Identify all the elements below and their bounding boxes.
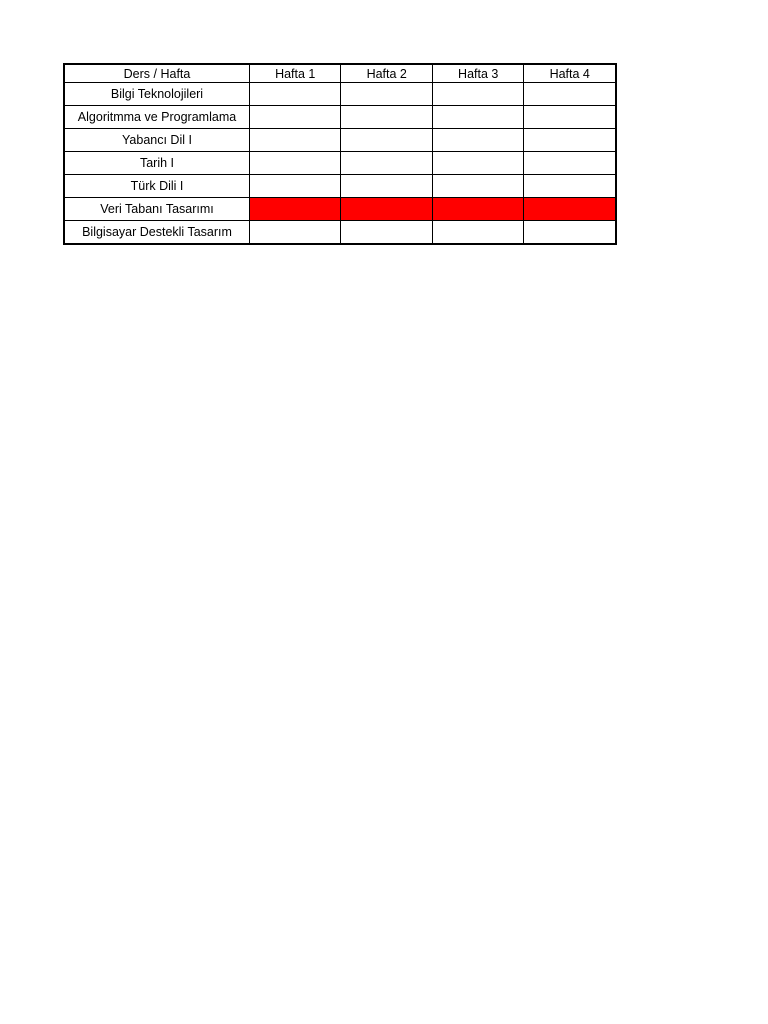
week-cell[interactable] [341, 221, 432, 244]
course-name-cell[interactable]: Algoritmma ve Programlama [65, 106, 250, 129]
table-row [65, 152, 616, 175]
header-week-2[interactable]: Hafta 2 [341, 65, 432, 83]
header-corner-cell[interactable]: Ders / Hafta [65, 65, 250, 83]
week-cell[interactable] [341, 106, 432, 129]
week-cell[interactable] [524, 221, 616, 244]
week-cell[interactable] [341, 129, 432, 152]
week-cell[interactable] [432, 221, 523, 244]
week-cell[interactable] [250, 83, 341, 106]
table-row [65, 106, 616, 129]
week-cell[interactable] [341, 175, 432, 198]
course-name-cell[interactable]: Yabancı Dil I [65, 129, 250, 152]
week-cell[interactable] [524, 129, 616, 152]
week-cell-highlighted[interactable] [250, 198, 341, 221]
course-name-cell[interactable]: Veri Tabanı Tasarımı [65, 198, 250, 221]
course-name-cell[interactable]: Bilgi Teknolojileri [65, 83, 250, 106]
week-cell-highlighted[interactable] [524, 198, 616, 221]
schedule-table [64, 64, 616, 244]
week-cell[interactable] [432, 175, 523, 198]
course-name-cell[interactable]: Bilgisayar Destekli Tasarım [65, 221, 250, 244]
table-row [65, 129, 616, 152]
week-cell[interactable] [250, 106, 341, 129]
week-cell-highlighted[interactable] [341, 198, 432, 221]
week-cell[interactable] [341, 152, 432, 175]
week-cell[interactable] [250, 175, 341, 198]
week-cell[interactable] [250, 221, 341, 244]
week-cell[interactable] [432, 129, 523, 152]
course-name-cell[interactable]: Tarih I [65, 152, 250, 175]
table-row [65, 221, 616, 244]
table-row [65, 198, 616, 221]
week-cell-highlighted[interactable] [432, 198, 523, 221]
header-week-3[interactable]: Hafta 3 [432, 65, 523, 83]
table-row [65, 175, 616, 198]
week-cell[interactable] [250, 129, 341, 152]
week-cell[interactable] [432, 83, 523, 106]
header-week-4[interactable]: Hafta 4 [524, 65, 616, 83]
table-row [65, 83, 616, 106]
table-header [65, 65, 616, 83]
week-cell[interactable] [432, 106, 523, 129]
header-row [65, 65, 616, 83]
week-cell[interactable] [432, 152, 523, 175]
week-cell[interactable] [524, 106, 616, 129]
week-cell[interactable] [524, 175, 616, 198]
table-body [65, 83, 616, 244]
week-cell[interactable] [250, 152, 341, 175]
week-cell[interactable] [341, 83, 432, 106]
course-name-cell[interactable]: Türk Dili I [65, 175, 250, 198]
header-week-1[interactable]: Hafta 1 [250, 65, 341, 83]
week-cell[interactable] [524, 83, 616, 106]
week-cell[interactable] [524, 152, 616, 175]
